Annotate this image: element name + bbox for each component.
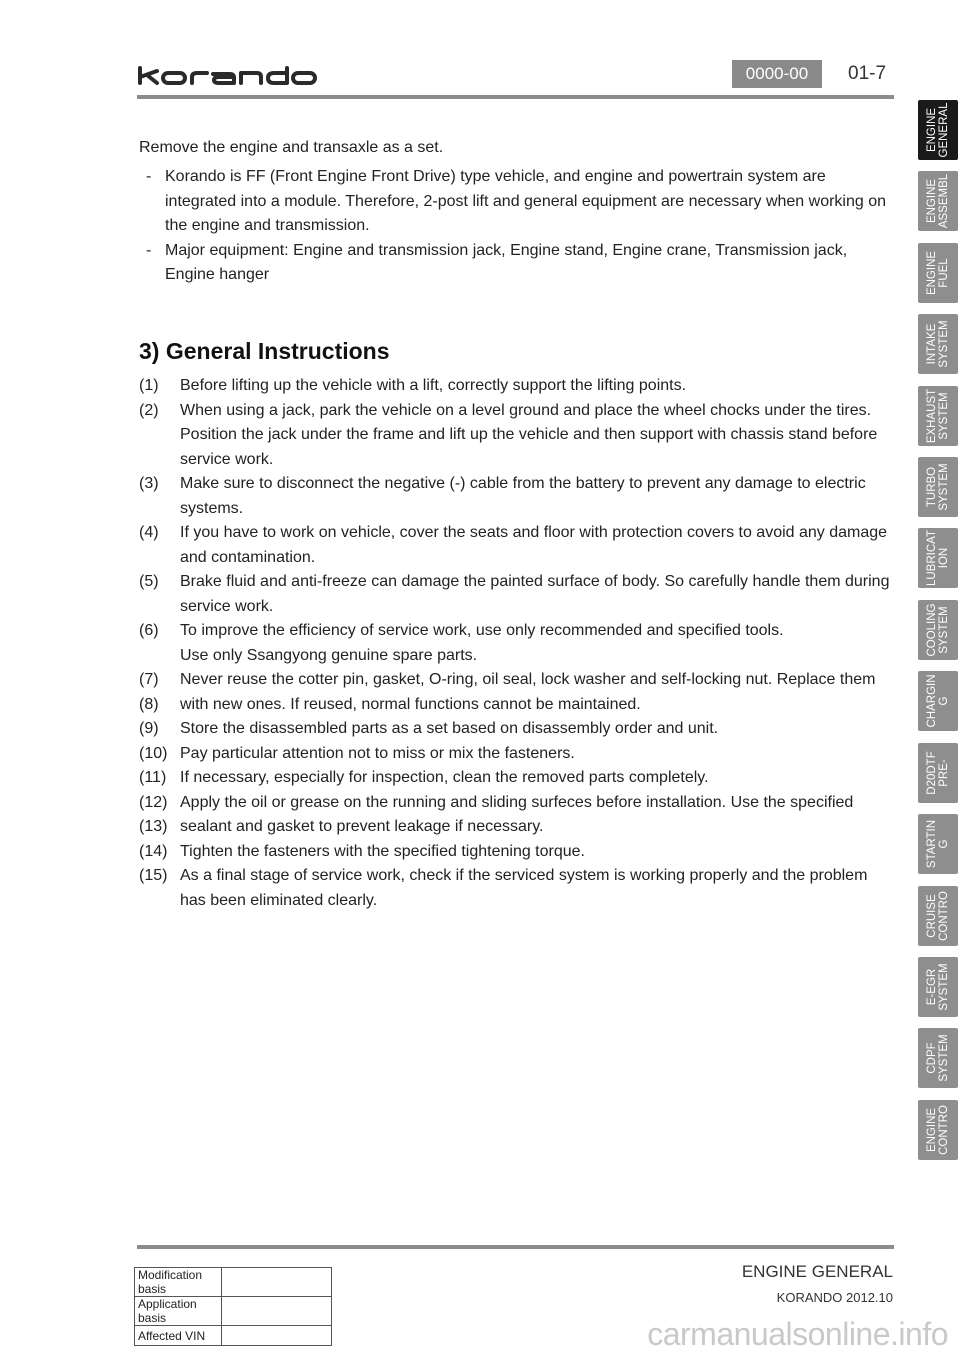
- step-text: Make sure to disconnect the negative (-) cable from the battery to prevent any damage to electric systems.: [180, 475, 866, 517]
- step-text: Never reuse the cotter pin, gasket, O-ring, oil seal, lock washer and self-locking nut. Replace them: [180, 671, 876, 688]
- table-row: [135, 1326, 332, 1346]
- side-tab-cruise-control[interactable]: [918, 886, 958, 946]
- step-number: (11): [139, 769, 167, 786]
- step-text: Apply the oil or grease on the running and sliding surfeces before installation. Use the specified: [180, 793, 854, 811]
- step-number: (12): [139, 793, 168, 811]
- step-text: To improve the efficiency of service work, use only recommended and specified tools. Use only Ssangyong genuine spare parts.: [180, 622, 784, 664]
- step-number: (1): [139, 377, 159, 394]
- table-value: [222, 1326, 332, 1346]
- side-tab-starting[interactable]: [918, 814, 958, 874]
- watermark: carmanualsonline.info: [647, 1316, 948, 1352]
- instruction-item: [139, 840, 891, 865]
- side-tab-exhaust-system[interactable]: [918, 386, 958, 446]
- step-number: (15): [139, 867, 168, 884]
- header-divider: [137, 95, 894, 99]
- instruction-item: [139, 791, 891, 816]
- side-tab-charging[interactable]: [918, 671, 958, 731]
- table-value: [222, 1297, 332, 1326]
- step-text: sealant and gasket to prevent leakage if necessary.: [180, 818, 544, 835]
- step-text: As a final stage of service work, check if the serviced system is working properly and the problem has been eliminated clearly.: [180, 867, 868, 909]
- side-tab-cooling-system[interactable]: [918, 600, 958, 660]
- table-value: [222, 1268, 332, 1297]
- step-text: with new ones. If reused, normal functions cannot be maintained.: [180, 695, 641, 713]
- side-tab-label: ENGINE CONTRO: [926, 1105, 950, 1155]
- step-text: Tighten the fasteners with the specified tightening torque.: [180, 842, 585, 860]
- instruction-item: [139, 693, 891, 718]
- step-text: Brake fluid and anti-freeze can damage the painted surface of body. So carefully handle them during service work.: [180, 573, 890, 615]
- side-tab-label: CDPF SYSTEM: [926, 1034, 950, 1082]
- side-tab-engine-control[interactable]: [918, 1100, 958, 1160]
- step-number: (9): [139, 720, 159, 737]
- instruction-item: [139, 717, 891, 742]
- step-number: (13): [139, 818, 168, 835]
- table-row: [135, 1268, 332, 1297]
- step-number: (10): [139, 744, 168, 762]
- bullet-item: [140, 165, 890, 239]
- korando-logo-icon: [137, 66, 317, 86]
- side-tab-turbo-system[interactable]: [918, 457, 958, 517]
- side-tab-label: STARTIN G: [926, 819, 950, 869]
- side-tab-engine-fuel[interactable]: [918, 243, 958, 303]
- bullet-text: Korando is FF (Front Engine Front Drive) type vehicle, and engine and powertrain system are integrated into a module. Therefore, 2-post lift and general equipment are necessary when working on the engine and transmission.: [165, 168, 887, 234]
- instruction-item: [139, 619, 891, 668]
- side-tab-label: CRUISE CONTRO: [926, 891, 950, 941]
- step-number: (8): [139, 695, 159, 713]
- step-number: (7): [139, 671, 159, 688]
- instruction-item: [139, 766, 891, 791]
- bullet-item: [140, 239, 890, 288]
- section-title: 3) General Instructions: [139, 338, 390, 364]
- side-tab-label: ENGINE GENERAL: [926, 102, 950, 158]
- side-tab-e-egr-system[interactable]: [918, 957, 958, 1017]
- instruction-item: [139, 742, 891, 767]
- footer-section-name: ENGINE GENERAL: [741, 1262, 893, 1281]
- step-text: If necessary, especially for inspection, clean the removed parts completely.: [180, 769, 709, 786]
- side-tab-label: E-EGR SYSTEM: [926, 963, 950, 1011]
- side-tab-engine-assembly[interactable]: [918, 171, 958, 231]
- step-text: Store the disassembled parts as a set based on disassembly order and unit.: [180, 720, 719, 737]
- step-number: (5): [139, 573, 159, 590]
- instruction-item: [139, 521, 891, 570]
- step-number: (2): [139, 401, 159, 419]
- footer-divider: [137, 1245, 894, 1249]
- instruction-item: [139, 864, 891, 913]
- step-text: Before lifting up the vehicle with a lift, correctly support the lifting points.: [180, 377, 687, 394]
- side-tab-intake-system[interactable]: [918, 314, 958, 374]
- side-tab-label: TURBO SYSTEM: [926, 463, 950, 511]
- side-tab-label: INTAKE SYSTEM: [926, 320, 950, 368]
- footer-model-date: KORANDO 2012.10: [776, 1290, 893, 1305]
- step-number: (14): [139, 842, 168, 860]
- modification-table: [134, 1267, 332, 1346]
- step-number: (4): [139, 524, 159, 541]
- side-tab-cdpf-system[interactable]: [918, 1028, 958, 1088]
- step-number: (6): [139, 622, 159, 639]
- bullet-text: Major equipment: Engine and transmission jack, Engine stand, Engine crane, Transmission jack, Engine hanger: [165, 241, 848, 283]
- side-tab-label: ENGINE FUEL: [926, 250, 950, 296]
- side-tab-label: ENGINE ASSEMBL: [926, 173, 950, 229]
- side-tab-d20dtf-pre[interactable]: [918, 743, 958, 803]
- instruction-item: [139, 472, 891, 521]
- page-number: 01-7: [848, 63, 887, 84]
- side-tab-label: COOLING SYSTEM: [926, 603, 950, 657]
- bullet-dash: -: [146, 241, 152, 259]
- intro-bullet-list: [140, 165, 890, 288]
- side-tab-engine-general[interactable]: [918, 100, 958, 160]
- table-label: Affected VIN: [135, 1326, 222, 1346]
- instruction-item: [139, 668, 891, 693]
- side-tab-label: EXHAUST SYSTEM: [926, 388, 950, 444]
- side-tab-lubrication[interactable]: [918, 528, 958, 588]
- step-text: When using a jack, park the vehicle on a level ground and place the wheel chocks under the tires. Position the jack under the frame and lift up the vehicle and then support with chassis stand before service work.: [180, 401, 878, 468]
- step-text: If you have to work on vehicle, cover the seats and floor with protection covers to avoid any damage and contamination.: [180, 524, 888, 566]
- instruction-item: [139, 570, 891, 619]
- intro-line: Remove the engine and transaxle as a set.: [139, 139, 444, 156]
- side-tab-label: CHARGIN G: [926, 674, 950, 728]
- bullet-dash: -: [146, 168, 152, 185]
- instruction-item: [139, 815, 891, 840]
- instruction-item: [139, 399, 891, 473]
- step-number: (3): [139, 475, 159, 492]
- section-code-badge: 0000-00: [732, 60, 822, 88]
- side-tab-label: D20DTF PRE-: [926, 751, 950, 795]
- table-label: Application basis: [135, 1297, 222, 1326]
- korando-logo: [137, 66, 317, 86]
- table-label: Modification basis: [135, 1268, 222, 1297]
- step-text: Pay particular attention not to miss or mix the fasteners.: [180, 744, 575, 762]
- instruction-item: [139, 374, 891, 399]
- side-tab-label: LUBRICAT ION: [926, 529, 950, 587]
- instruction-list: [139, 374, 891, 913]
- table-row: [135, 1297, 332, 1326]
